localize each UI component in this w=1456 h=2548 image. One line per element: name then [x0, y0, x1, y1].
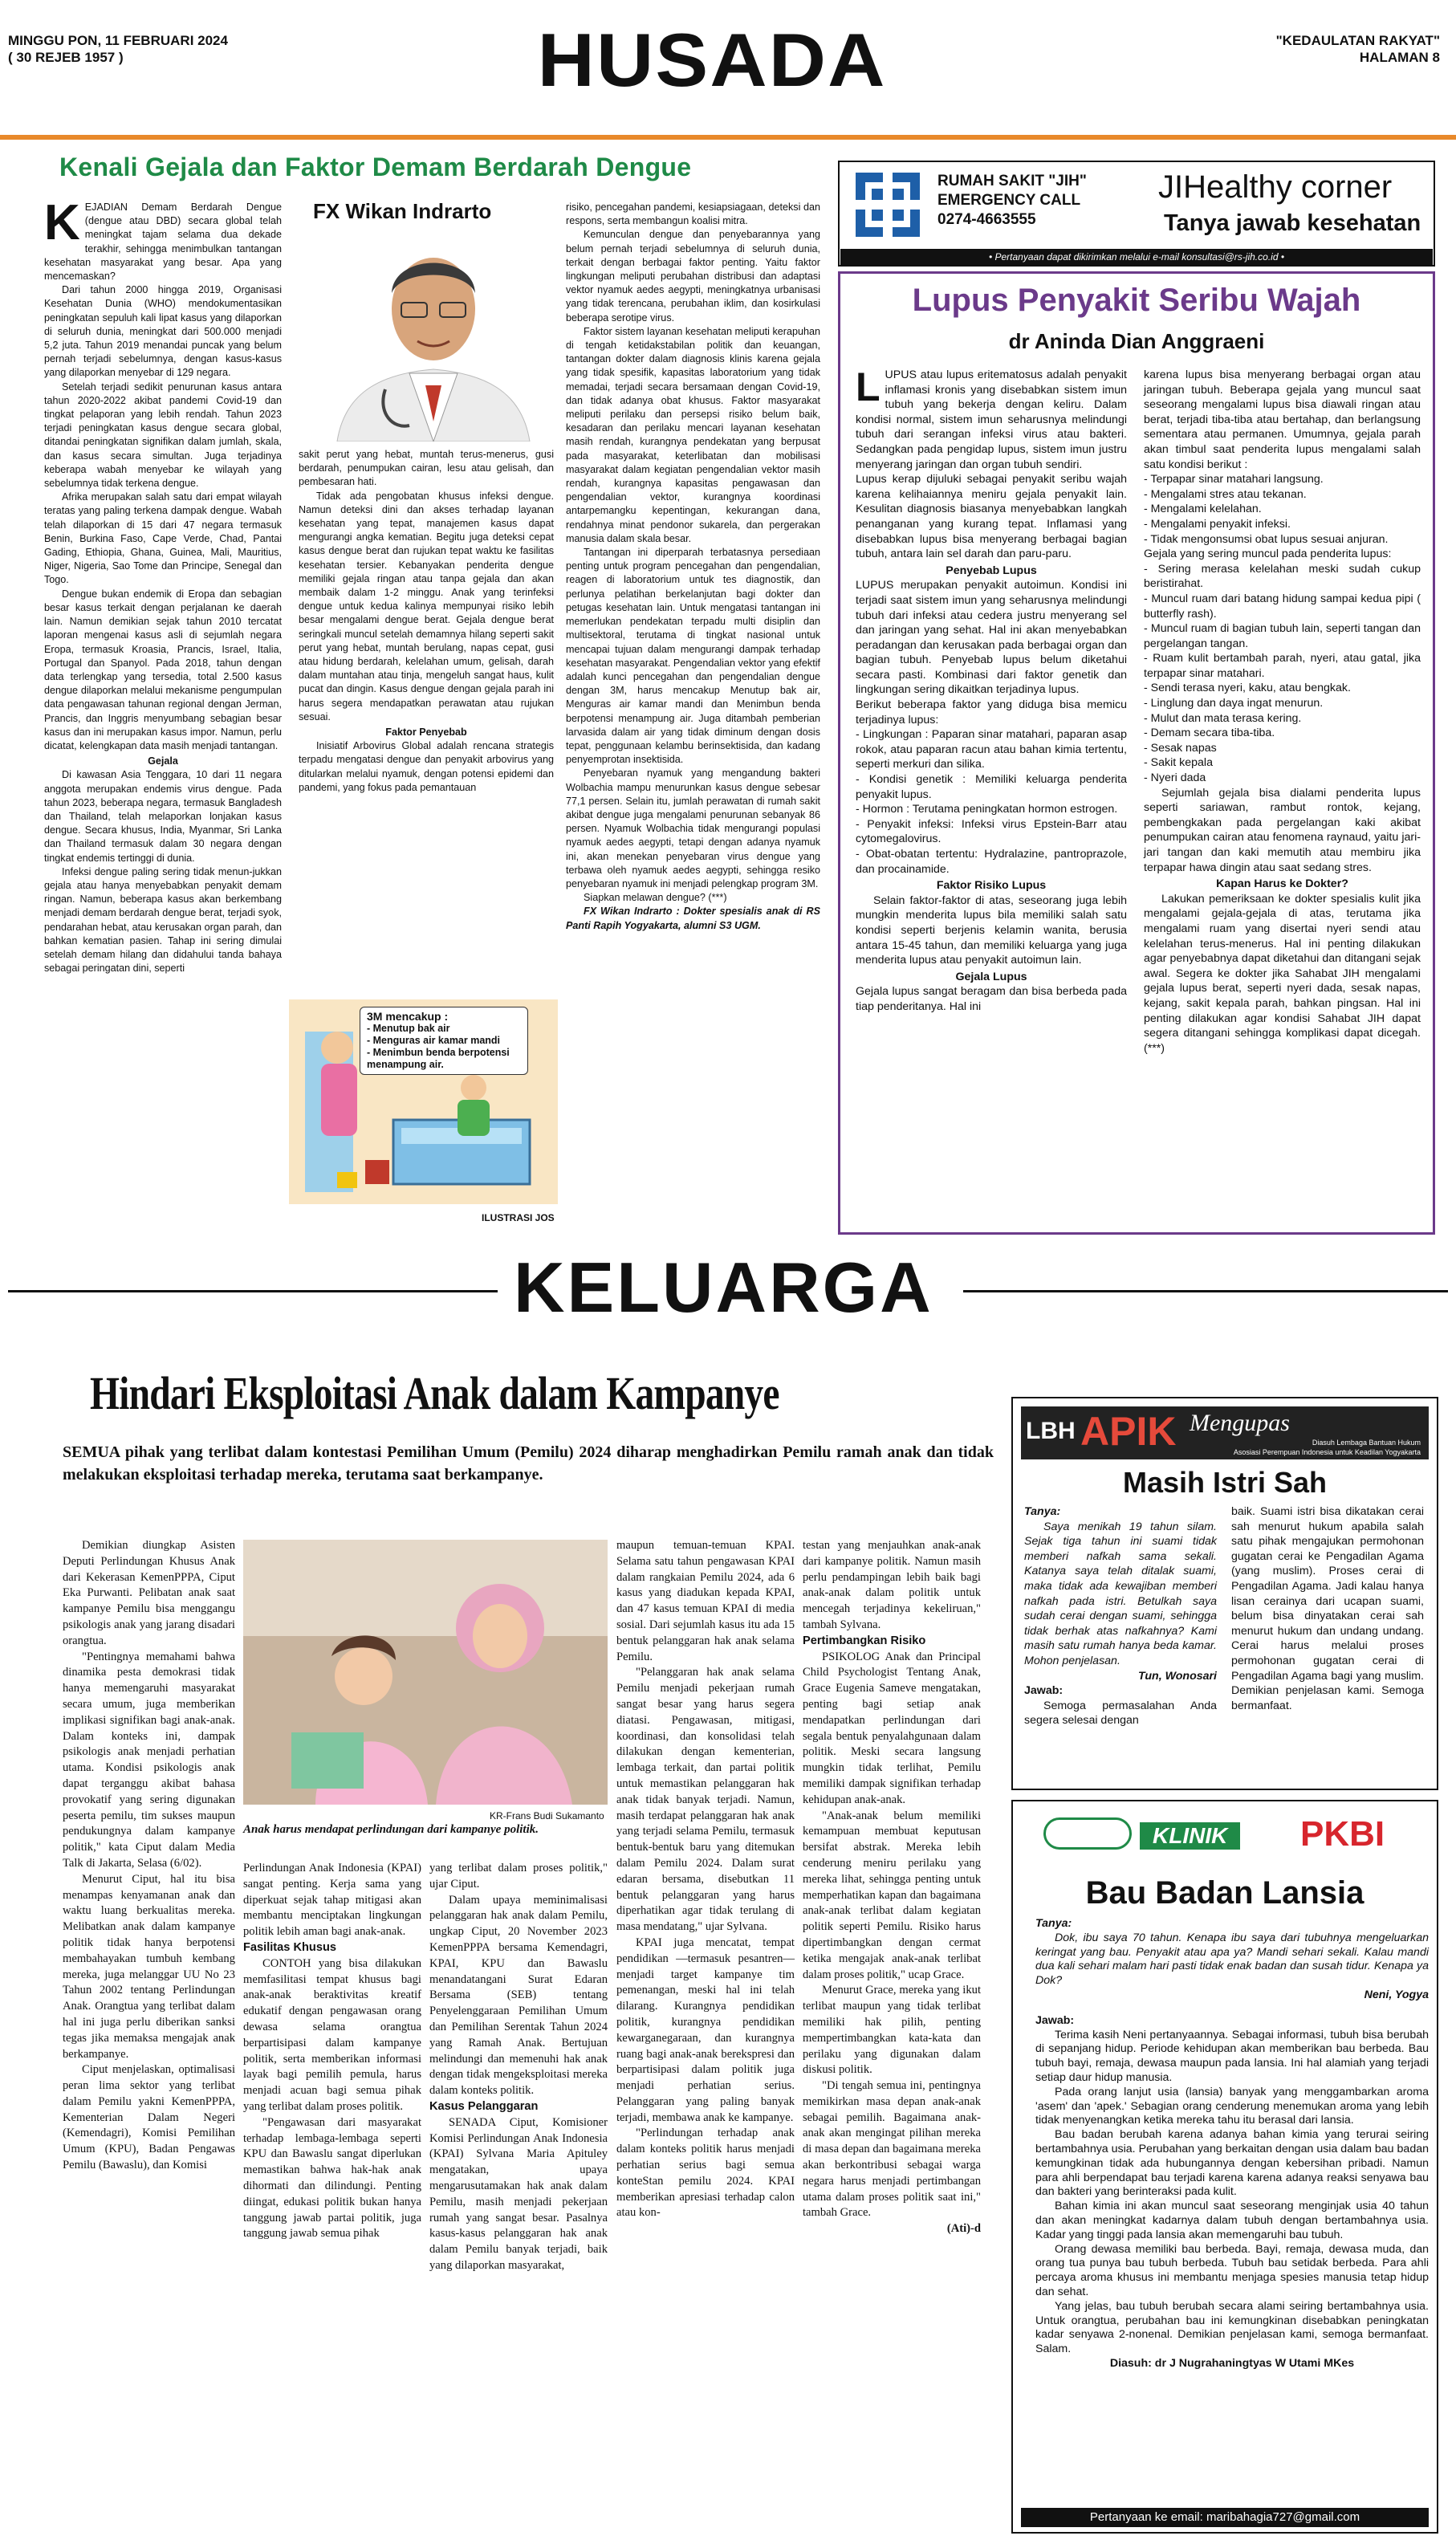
keluarga-paragraph: Menurut Grace, mereka yang ikut terlibat maupun yang tidak terlibat memiliki hak pilih, penting mempertimbangkan kata-kata dan perilaku yang digunakan dalam diskusi politik. — [803, 1984, 981, 2077]
lupus-list-item: - Mengalami penyakit infeksi. — [1144, 517, 1291, 531]
dengue-paragraph: sakit perut yang hebat, muntah terus-menerus, gusi berdarah, penumpukan cairan, lesu atau gelisah, dan pembesaran hati. — [299, 449, 554, 488]
apik-answer: baik. Suami istri bisa dikatakan cerai sah menurut hukum apabila salah satu pihak mengajukan permohonan gugatan cerai ke Pengadilan Agama (yang muslim). Proses cerai di Pengadilan Agama. Jadi kalau hanya lisan cerainya dari ucapan suami, belum bisa dinyatakan cerai sah menurut hukum dan undang undang. Cerai harus melalui proses permohonan gugatan cerai di Pengadilan Agama bagi yang muslim. Demikian penjelasan kami. Semoga bermanfaat. — [1231, 1505, 1424, 1712]
lupus-list-item: - Muncul ruam di bagian tubuh lain, seperti tangan dan pergelangan tangan. — [1144, 622, 1421, 650]
dengue-subheading: Gejala — [148, 755, 178, 767]
page-title: HUSADA — [537, 18, 887, 102]
keluarga-paragraph: "Perlindungan terhadap anak dalam konteks politik harus menjadi perhatian serius bagi semua konteStan pemilu 2024. KPAI memberikan apresiasi terhadap calon atau kon- — [616, 2127, 795, 2220]
keluarga-paragraph: "Pelanggaran hak anak selama Pemilu menjadi pekerjaan rumah sangat besar yang harus segera diatasi. Pengawasan, mitigasi, koordinasi, dan konsolidasi telah dilakukan dengan kementerian, lembaga terkait, dan partai politik untuk memastikan pelanggaran hak anak tidak banyak terjadi. Namun, masih terdapat pelanggaran hak anak yang terjadi selama Pemilu, termasuk bentuk-bentuk baru yang ditemukan dalam Pemilu 2024. Dalam surat edaran bersama, disebutkan 11 bentuk pelanggaran yang harus diperhatikan agar tidak terulang di masa mendatang," ujar Sylvana. — [616, 1666, 795, 1934]
keluarga-paragraph: Dalam upaya meminimalisasi pelanggaran hak anak dalam Pemilu, ungkap Ciput, 20 November 2023 KemenPPPA bersama Kemendagri, KPAI, KPU dan Bawaslu menandatangani Surat Edaran Bersama (SEB) tentang Penyelenggaraan Pemilihan Umum dan Pemilihan Serentak Tahun 2024 yang Ramah Anak. Bertujuan melindungi dan memenuhi hak anak dengan tidak mengeksploitasi mereka dalam konteks politik. — [429, 1893, 608, 2098]
keluarga-paragraph: Demikian diungkap Asisten Deputi Perlindungan Khusus Anak dari Kekerasan KemenPPPA, Ciput Eka Purwanti. Pelibatan anak saat kampanye Pemilu bisa menggangu psikologis anak yang jarang disadari orangtua. — [63, 1539, 235, 1647]
lupus-subheading: Faktor Risiko Lupus — [936, 879, 1047, 893]
dengue-author: FX Wikan Indrarto — [313, 199, 492, 223]
lupus-paragraph: karena lupus bisa menyerang berbagai organ atau jaringan tubuh. Beberapa gejala yang muncul saat seseorang mengalami lupus bisa diawali ringan atau berat, terjadi tiba-tiba atau bertahap, dan berlangsung sementara atau permanen. Umumnya, gejala parah akan timbul saat penderita lupus mengalami salah satu kondisi berikut : — [1144, 368, 1421, 471]
pkbi-answer: Bau badan berubah karena adanya bahan kimia yang terurai seiring bertambahnya usia. Perubahan yang berkaitan dengan usia dalam bau badan kemungkinan tidak ada hubungannya dengan kebersihan pribadi. Namun para ahli berpendapat bau terjadi karena karena adanya reaksi senyawa bau dan bakteri yang berinteraksi pada kulit. — [1035, 2128, 1429, 2199]
lupus-list-item: - Obat-obatan tertentu: Hydralazine, pantroprazole, dan procainamide. — [856, 848, 1127, 876]
header-newspaper: "KEDAULATAN RAKYAT" — [1275, 33, 1440, 48]
dengue-paragraph: Kemunculan dengue dan penyebarannya yang belum pernah terjadi sebelumnya di seluruh dunia, terkait dengan berbagai faktor penting. Yaitu faktor lingkungan meliputi perubahan distribusi dan adaptasi vektor nyamuk aedes aegypti, meningkatnya urbanisasi yang tidak terencana, perubahan iklim, dan kosirkulasi beberapa serotipe virus. — [566, 229, 820, 324]
pkbi-answer: Bahan kimia ini akan muncul saat seseorang menginjak usia 40 tahun dan akan meningkat kadarnya dalam tubuh dengan bertambahnya usia. Kadar yang tinggi pada lansia akan memengaruhi bau tubuh. — [1035, 2200, 1429, 2241]
lupus-list-item: - Mengalami stres atau tekanan. — [1144, 487, 1307, 501]
apik-brand: APIK — [1080, 1409, 1177, 1454]
header-date-line2: ( 30 REJEB 1957 ) — [8, 50, 124, 65]
lupus-author: dr Aninda Dian Anggraeni — [1008, 329, 1265, 353]
keluarga-column-5 — [803, 1538, 981, 2237]
jih-corner-subtitle: Tanya jawab kesehatan — [1164, 210, 1421, 236]
dengue-author-bio: FX Wikan Indrarto : Dokter spesialis anak di RS Panti Rapih Yogyakarta, alumni S3 UGM. — [566, 906, 820, 931]
dengue-paragraph: Di kawasan Asia Tenggara, 10 dari 11 negara anggota merupakan endemis virus dengue. Pada tahun 2023, beberapa negara, termasuk Bangladesh dan Thailand, telah melaporkan lonjakan kasus dengue. Secara khusus, India, Myanmar, Sri Lanka dan Thailand termasuk dalam 30 negara dengan tingkat endemis tertinggi di dunia. — [44, 769, 282, 864]
apik-title: Masih Istri Sah — [1122, 1466, 1328, 1499]
keluarga-paragraph: PSIKOLOG Anak dan Principal Child Psychologist Tentang Anak, Grace Eugenia Sameve mengatakan, penting bagi setiap anak mendapatkan perlindungan dari segala bentuk penyalahgunaan dalam politik. Meski secara langsung mungkin tidak terlihat, Pemilu memiliki dampak signifikan terhadap kehidupan anak-anak. — [803, 1650, 981, 1806]
apik-question-signature: Tun, Wonosari — [1137, 1669, 1217, 1683]
keluarga-photo — [243, 1540, 608, 1805]
jih-corner-title: JIHealthy corner — [1158, 169, 1393, 205]
apik-lbh: LBH — [1026, 1418, 1076, 1444]
apik-answer: Semoga permasalahan Anda segera selesai dengan — [1024, 1699, 1217, 1728]
dengue-paragraph: Tidak ada pengobatan khusus infeksi dengue. Namun deteksi dini dan akses terhadap layanan kesehatan yang tepat, manajemen kasus dapat mengurangi angka kematian. Begitu juga deteksi cepat kasus dengue berat dan rujukan tepat waktu ke fasilitas kesehatan tersier. Kebanyakan penderita dengue memiliki gejala ringan atau tanpa gejala dan akan membaik dalam 1-2 minggu. Anak yang terinfeksi dengue untuk kedua kalinya mempunyai risiko lebih besar mengalami dengue berat. Gejala dengue berat seringkali muncul setelah demamnya hilang seperti sakit perut yang hebat, muntah berulang, napas cepat, gusi atau hidung berdarah, kelelahan umum, gelisah, darah dalam muntahan atau tinja, mengeluh sangat haus, kulit pucat dan dingin. Kasus dengue dengan gejala parah ini harus segera mendapatkan perawatan atau rujukan sesuai. — [299, 490, 554, 722]
lupus-column-2 — [1144, 368, 1421, 1056]
lupus-dropcap: L — [856, 364, 881, 409]
header-page-number: HALAMAN 8 — [1359, 50, 1440, 65]
illustration-credit: ILUSTRASI JOS — [482, 1212, 555, 1223]
dengue-paragraph: Inisiatif Arbovirus Global adalah rencana strategis terpadu mengatasi dengue dan penyakit arbovirus yang ditularkan melalui nyamuk, dengan potensi epidemi dan pandemi, yang fokus pada pemantauan — [299, 740, 554, 793]
lupus-paragraph: Lakukan pemeriksaan ke dokter spesialis kulit jika mengalami gejala-gejala di atas, terutama jika mengalami ruam yang disertai nyeri sendi atau kelelahan terus-menerus. Hal ini penting dilakukan agar penyebabnya dapat diketahui dan ditangani sejak awal. Segera ke dokter jika Sahabat JIH mengalami gejala lupus berat, seperti nyeri dada, sesak napas, kejang, sakit kepala parah, bahkan pingsan. Hal ini penting dilakukan agar kondisi Sahabat JIH dapat segera ditangani sehingga komplikasi dapat dicegah.(***) — [1144, 892, 1421, 1055]
keluarga-paragraph: testan yang menjauhkan anak-anak dari kampanye politik. Namun masih perlu pendampingan lebih baik bagi anak-anak dalam politik untuk mencegah terjadinya kekeliruan," tambah Sylvana. — [803, 1539, 981, 1631]
keluarga-paragraph: "Anak-anak belum memiliki kemampuan membuat keputusan bersifat abstrak. Mereka lebih cenderung meniru perilaku yang mereka lihat, sehingga penting untuk memperhatikan kapan dan bagaimana anak-anak terlibat dalam kegiatan politik seperti Pemilu. Risiko harus dipertimbangkan dengan cermat ketika mengajak anak-anak terlibat dalam proses politik," ucap Grace. — [803, 1809, 981, 1981]
apik-answer-heading: Jawab: — [1024, 1684, 1064, 1698]
lead-first-word: SEMUA — [63, 1443, 120, 1461]
header-right — [1276, 32, 1440, 66]
lupus-list-item: - Sesak napas — [1144, 741, 1217, 755]
dengue-paragraph: Infeksi dengue paling sering tidak menun-jukkan gejala atau hanya menyebabkan penyakit demam ringan. Namun, beberapa kasus akan berkembang menjadi demam berdarah dengue berat, terjadi syok, pendarahan hebat, atau kerusakan organ parah, dan bahkan kematian pasien. Tahap ini sering dimulai setelah demam hilang dan didahului tanda bahaya sebagai peringatan dini, seperti — [44, 865, 282, 975]
photo-caption: Anak harus mendapat perlindungan dari kampanye politik. — [243, 1823, 539, 1836]
keluarga-column-2 — [243, 1861, 421, 2242]
pkbi-question-signature: Neni, Yogya — [1364, 1988, 1429, 2001]
jih-email-note: • Pertanyaan dapat dikirimkan melalui e-mail konsultasi@rs-jih.co.id • — [840, 249, 1433, 265]
lupus-paragraph: Berikut beberapa faktor yang diduga bisa memicu terjadinya lupus: — [856, 698, 1127, 727]
apik-tagline-1: Diasuh Lembaga Bantuan Hukum — [1312, 1439, 1421, 1447]
jih-phone: 0274-4663555 — [937, 211, 1036, 228]
bubble-item: - Menguras air kamar mandi — [367, 1035, 501, 1046]
apik-column-1 — [1024, 1504, 1217, 1728]
keluarga-subheading: Fasilitas Khusus — [243, 1940, 336, 1954]
keluarga-paragraph: SENADA Ciput, Komisioner Komisi Perlindungan Anak Indonesia (KPAI) Sylvana Maria Apituley mengatakan, upaya mengarusutamakan hak anak dalam Pemilu, masih menjadi pekerjaan rumah yang sangat besar. Pasalnya kasus-kasus pelanggaran hak anak dalam Pemilu banyak terjadi, baik yang dilaporkan masyarakat, — [429, 2115, 608, 2272]
section-title: KELUARGA — [514, 1248, 933, 1327]
keluarga-rule-right — [963, 1290, 1448, 1292]
keluarga-paragraph: Ciput menjelaskan, optimalisasi peran lima sektor yang terlibat dalam Pemilu yakni KemenPPPA, Kementerian Dalam Negeri (Kemendagri), Komisi Pemilihan Umum (KPU), Badan Pengawas Pemilu (Bawaslu), dan Komisi — [63, 2063, 235, 2172]
keluarga-paragraph: CONTOH yang bisa dilakukan memfasilitasi tempat khusus bagi anak-anak beraktivitas kreatif edukatif dengan pengawasan orang dewasa selama orangtua berpartisipasi dalam kampanye politik, serta memberikan informasi layak bagi pemilih pemula, harus menjadi acuan bagi semua pihak yang terlibat dalam proses politik. — [243, 1956, 421, 2113]
dengue-subheading: Faktor Penyebab — [385, 727, 467, 739]
pkbi-banner — [1043, 1811, 1413, 1856]
keluarga-subheading: Pertimbangkan Risiko — [803, 1634, 926, 1647]
keluarga-paragraph: "Di tengah semua ini, pentingnya memikirkan masa depan anak-anak sebagai pemilih. Bagaimana anak-anak akan mengingat pilihan mereka di masa depan dan bagaimana mereka akan berkontribusi sebagai warga negara harus menjadi pertimbangan utama dalam proses politik saat ini," tambah Grace. — [803, 2079, 981, 2220]
keluarga-paragraph: KPAI juga mencatat, tempat pendidikan —termasuk pesantren— menjadi target kampanye tim pemenangan, meski hal ini telah dilarang. Kurangnya pendidikan politik, kurangnya pendidikan kewarganegaraan, dan kurangnya ruang bagi anak-anak berekspresi dan berpartisipasi dalam politik juga menjadi perhatian serius. Pelanggaran yang paling banyak terjadi, membawa anak ke kampanye. — [616, 1935, 795, 2124]
pkbi-column — [1035, 1917, 1429, 2371]
apik-banner — [1021, 1406, 1429, 1459]
pkbi-answer-heading: Jawab: — [1035, 2013, 1075, 2027]
pkbi-title: Bau Badan Lansia — [1085, 1875, 1364, 1911]
lead-text: pihak yang terlibat dalam kontestasi Pemilihan Umum (Pemilu) 2024 diharap menghadirkan Pemilu ramah anak dan tidak melakukan eksploitasi terhadap mereka, terutama saat berkampanye. — [63, 1443, 994, 1484]
author-photo — [313, 229, 554, 442]
keluarga-paragraph: yang terlibat dalam proses politik," ujar Ciput. — [429, 1862, 608, 1891]
lupus-intro: UPUS atau lupus eritematosus adalah penyakit inflamasi kronis yang disebabkan sistem imun tubuh yang bekerja dengan keliru. Dalam kondisi normal, sistem imun seharusnya melindungi tubuh dari serangan infeksi virus atau bakteri. Sedangkan pada pengidap lupus, sistem imun justru menyerang jaringan dan organ tubuh sendiri. — [856, 368, 1127, 471]
jih-text — [937, 172, 1087, 230]
dengue-column-1 — [44, 195, 282, 975]
dengue-headline: Kenali Gejala dan Faktor Demam Berdarah Dengue — [59, 153, 692, 181]
keluarga-paragraph: maupun temuan-temuan KPAI. Selama satu tahun pengawasan KPAI dalam rangkaian Pemilu 2024, ada 6 kasus yang diadukan kepada KPAI, dan 47 kasus temuan KPAI di media sosial. Dari sejumlah kasus itu ada 15 bentuk pelanggaran hak anak selama Pemilu. — [616, 1539, 795, 1663]
dengue-paragraph: Siapkan melawan dengue? (***) — [584, 892, 727, 904]
apik-column-2 — [1231, 1504, 1424, 1713]
lupus-list-item: - Ruam kulit bertambah parah, nyeri, atau gatal, jika terpapar sinar matahari. — [1144, 652, 1421, 680]
apik-question: Saya menikah 19 tahun silam. Sejak tiga tahun ini suami tidak memberi nafkah sama sekali. Katanya saya telah ditalak suami, maka tidak ada kewajiban memberi nafkah pada istri. Betulkah saya sudah cerai dengan suami, sehingga tidak berhak atas nafkahnya? Kami masih satu rumah hanya beda kamar. Mohon penjelasan. — [1024, 1520, 1217, 1667]
lupus-subheading: Penyebab Lupus — [946, 564, 1037, 577]
lupus-list-item: - Lingkungan : Paparan sinar matahari, paparan asap rokok, atau paparan racun atau bahan kimia tertentu, seperti merkuri dan silika. — [856, 728, 1127, 771]
lupus-list-item: - Demam secara tiba-tiba. — [1144, 727, 1275, 740]
lupus-list-item: - Linglung dan daya ingat menurun. — [1144, 697, 1324, 710]
lupus-paragraph: Sejumlah gejala bisa dialami penderita lupus seperti sariawan, rambut rontok, kejang, pembengkakan pada pergelangan kaki akibat penumpukan cairan atau fenomena raynaud, yaitu jari-jari tangan dan kaki memutih atau membiru jika terpapar hawa dingin atau saat sedang stres. — [1144, 786, 1421, 874]
dengue-paragraph: risiko, pencegahan pandemi, kesiapsiagaan, deteksi dan respons, serta membangun koalisi mitra. — [566, 201, 820, 227]
jih-emergency: EMERGENCY CALL — [937, 192, 1081, 209]
dengue-column-2 — [299, 448, 554, 795]
jih-logo — [848, 169, 928, 241]
lupus-title: Lupus Penyakit Seribu Wajah — [912, 283, 1361, 318]
keluarga-rule-left — [8, 1290, 498, 1292]
lupus-list-item: - Sakit kepala — [1144, 756, 1213, 770]
pkbi-answer: Terima kasih Neni pertanyaannya. Sebagai informasi, tubuh bisa berubah di sepanjang hidup. Periode kehidupan akan memberikan bau berbeda. Bau tubuh bayi, remaja, dewasa maupun pada lansia. Ini hal alamiah yang terjadi setiap daur hidup manusia. — [1035, 2028, 1429, 2084]
dengue-paragraph: Dengue bukan endemik di Eropa dan sebagian besar kasus terkait dengan perjalanan ke daerah lain. Namun demikian sejak tahun 2010 tercatat laporan mengenai kasus asli di sejumlah negara Eropa, termasuk Kroasia, Prancis, Israel, Italia, Portugal dan Spanyol. Pada 2018, tahun dengan data terlengkap yang tersedia, total 2.500 kasus dengue dilaporkan melalui mekanisme pengumpulan data pengawasan tahunan regional dengan Jerman, Prancis, dan Inggris menyumbang sebagian besar kasus dan ini merupakan kasus impor. Namun, perlu dicatat, kelengkapan data masih menjadi tantangan. — [44, 588, 282, 751]
apik-tagline-2: Asosiasi Perempuan Indonesia untuk Keadilan Yogyakarta — [1233, 1448, 1421, 1456]
lupus-column-1 — [856, 364, 1127, 1015]
keluarga-lead — [63, 1441, 994, 1486]
keluarga-column-4 — [616, 1538, 795, 2221]
pkbi-question-heading: Tanya: — [1035, 1917, 1072, 1930]
dengue-paragraph: Setelah terjadi sedikit penurunan kasus antara tahun 2020-2022 akibat pandemi Covid-19 dan tingkat pelaporan yang lebih rendah. Tahun 2023 terjadi peningkatan kasus dengue secara global, ditandai peningkatan signifikan dalam jumlah, skala, dan kasus secara simultan. Juga terjadinya keberapa wabah menyebar ke wilayah yang sebelumnya tidak terkena dengue. — [44, 381, 282, 490]
lupus-subheading: Kapan Harus ke Dokter? — [1216, 877, 1348, 891]
keluarga-column-1 — [63, 1538, 235, 2174]
lupus-subheading: Gejala Lupus — [955, 970, 1027, 983]
pkbi-answer: Orang dewasa memiliki bau berbeda. Bayi, remaja, dewasa muda, dan orang tua punya bau tubuh berbeda. Tubuh bau setidak berbeda. Para ahli percaya aroma khusus ini membantu menjaga spesies manusia tetap hidup dan sehat. — [1035, 2242, 1429, 2298]
lupus-list-item: - Sendi terasa nyeri, kaku, atau bengkak. — [1144, 682, 1351, 695]
keluarga-signature: (Ati)-d — [946, 2222, 981, 2236]
dengue-paragraph: Penyebaran nyamuk yang mengandung bakteri Wolbachia mampu menurunkan kasus dengue sebesar 77,1 persen. Selain itu, jumlah perawatan di rumah sakit akibat dengue juga mengalami penurunan sebanyak 86 persen. Nyamuk Wolbachia tidak mengurangi populasi nyamuk aedes aegypti, tetapi dengan adanya nyamuk ini, akan menekan penyebaran virus dengue yang terbawa oleh nyamuk aedes aegypti, sehingga resiko penyebaran nyamuk ini menjadi pelengkap program 3M. — [566, 767, 820, 889]
lupus-paragraph: LUPUS merupakan penyakit autoimun. Kondisi ini terjadi saat sistem imun yang seharusnya melindungi tubuh dari infeksi atau cedera justru menyerang sel dan jaringan yang sehat. Hal ini akan menyebabkan peradangan dan kerusakan pada berbagai organ dan bagian tubuh. Penyebab lupus belum diketahui secara pasti. Kombinasi dari faktor genetik dan lingkungan sering dikaitkan terjadinya lupus. — [856, 579, 1127, 697]
dengue-intro: EJADIAN Demam Berdarah Dengue (dengue atau DBD) secara global telah meningkat tajam selama dua dekade terakhir, sehingga menimbulkan tantangan kesehatan masyarakat yang besar. Apa yang mencemaskan? — [44, 201, 282, 283]
dengue-paragraph: Afrika merupakan salah satu dari empat wilayah teratas yang paling terkena dampak dengue. Wabah telah dilaporkan di 15 dari 47 negara termasuk Benin, Burkina Faso, Cape Verde, Chad, Pantai Gading, Ethiopia, Ghana, Guinea, Mali, Mauritius, Niger, Nigeria, Sao Tome dan Principe, Senegal dan Togo. — [44, 491, 282, 586]
pkbi-email: Pertanyaan ke email: maribahagia727@gmail.com — [1021, 2508, 1429, 2527]
lupus-list-item: - Tidak mengonsumsi obat lupus sesuai anjuran. — [1144, 532, 1389, 546]
keluarga-paragraph: "Pentingnya memahami bahwa dinamika pesta demokrasi tidak hanya memengaruhi masyarakat secara umum, juga memberikan implikasi signifikan bagi anak-anak. Dalam konteks ini, dampak psikologis anak menjadi perhatian utama. Kondisi psikologis anak dapat terganggu akibat bahasa provokatif yang sering digunakan peserta pemilu, tim sukses maupun pendukungnya dalam kampanye politik," kata Ciput dalam Media Talk di Jakarta, Selasa (6/02). — [63, 1650, 235, 1870]
lupus-list-item: - Hormon : Terutama peningkatan hormon estrogen. — [856, 803, 1118, 816]
pkbi-answer: Yang jelas, bau tubuh berubah secara alami seiring bertambahnya usia. Untuk orangtua, perubahan bau ini kemungkinan disebabkan peningkatan kadar senyawa 2-nonenal. Demikian penjelasan kami, semoga bermanfaat. Salam. — [1035, 2299, 1429, 2356]
pkbi-answer: Pada orang lanjut usia (lansia) banyak yang menggambarkan aroma 'asem' dan 'apek.' Sebagian orang cenderung menemukan aroma yang lebih tidak menyenangkan ketika mereka tahu itu berasal dari lansia. — [1035, 2085, 1429, 2127]
apik-question-heading: Tanya: — [1024, 1505, 1061, 1518]
dengue-column-3 — [566, 201, 820, 933]
lupus-list-item: - Kondisi genetik : Memiliki keluarga penderita penyakit lupus. — [856, 773, 1127, 801]
lupus-paragraph: Selain faktor-faktor di atas, seseorang juga lebih mungkin menderita lupus bila memiliki salah satu kondisi seperti berjenis kelamin wanita, berusia antara 15-45 tahun, dan memiliki keluarga yang juga menderita lupus atau penyakit autoimun lain. — [856, 893, 1127, 967]
keluarga-headline: Hindari Eksploitasi Anak dalam Kampanye — [90, 1367, 779, 1419]
keluarga-subheading: Kasus Pelanggaran — [429, 2099, 539, 2113]
keluarga-paragraph: Menurut Ciput, hal itu bisa menampas kenyamanan anak dan waktu luang berkualitas mereka. Melibatkan anak dalam kampanye politik tidak hanya berpotensi membahayakan tumbuh kembang mereka, juga melanggar UU No 23 Tahun 2002 tentang Perlindungan Anak. Orangtua yang terlibat dalam hal ini juga perlu diberikan sanksi tegas jika memaksa mengajak anak berkampanye. — [63, 1872, 235, 2061]
keluarga-column-3 — [429, 1861, 608, 2274]
bubble-item: - Menimbun benda berpotensi menampung air. — [367, 1047, 510, 1070]
lupus-list-item: - Muncul ruam dari batang hidung sampai kedua pipi ( butterfly rash). — [1144, 592, 1421, 621]
pkbi-signature: Diasuh: dr J Nugrahaningtyas W Utami MKes — [1109, 2356, 1355, 2370]
lupus-paragraph: Gejala yang sering muncul pada penderita lupus: — [1144, 547, 1392, 561]
bubble-title: 3M mencakup : — [367, 1010, 449, 1023]
photo-credit: KR-Frans Budi Sukamanto — [490, 1810, 604, 1821]
keluarga-paragraph: "Pengawasan dari masyarakat terhadap lembaga-lembaga seperti KPU dan Bawaslu sangat diperlukan memastikan bahwa hak-hak anak dihormati dan dilindungi. Penting diingat, edukasi politik bukan hanya tanggung jawab partai politik, juga tanggung jawab semua pihak — [243, 2115, 421, 2241]
pkbi-name: PKBI — [1300, 1814, 1385, 1854]
header-date-line1: MINGGU PON, 11 FEBRUARI 2024 — [8, 33, 228, 48]
dengue-paragraph: Faktor sistem layanan kesehatan meliputi kerapuhan di tengah ketidakstabilan politik dan keuangan, tantangan dokter dalam diagnosis klinis karena gejala yang tidak spesifik, kapasitas laboratorium yang tidak memadai, terjadi secara bersamaan dengan Covid-19, dan tidak adanya obat khusus. Faktor masyarakat meliputi perilaku dan persepsi risiko belum baik, kesadaran dan perilaku mencari layanan kesehatan masih rendah, kurangnya pendekatan yang berpusat pada masyarakat, keterlibatan dan mobilisasi masyarakat dalam kegiatan pengendalian vektor masih rendah, kurangnya kapasitas pengawasan dan pengendalian vektor, kurangnya koordinasi antarpemangku kepentingan, kekurangan dana, rendahnya minat pendonor sukarela, dan pergerakan manusia dalam skala besar. — [566, 325, 820, 544]
lupus-paragraph: Lupus kerap dijuluki sebagai penyakit seribu wajah karena kelihaiannya meniru gejala penyakit lain. Kesulitan diagnosis biasanya menyebabkan langkah penanganan yang kurang tepat. Inflamasi yang disebabkan lupus bisa menyerang berbagai bagian tubuh, antara lain sel darah dan paru-paru. — [856, 473, 1127, 561]
bubble-box — [360, 1007, 528, 1075]
lupus-list-item: - Mulut dan mata terasa kering. — [1144, 711, 1302, 725]
apik-mengupas: Mengupas — [1190, 1410, 1290, 1436]
lupus-list-item: - Terpapar sinar matahari langsung. — [1144, 473, 1324, 486]
lupus-list-item: - Sering merasa kelelahan meski sudah cukup beristirahat. — [1144, 562, 1421, 591]
header-rule — [0, 135, 1456, 140]
header-date — [8, 32, 228, 66]
keluarga-paragraph: Perlindungan Anak Indonesia (KPAI) sangat penting. Kerja sama yang diperkuat sejak tahap mitigasi akan membantu menciptakan lingkungan politik lebih aman bagi anak-anak. — [243, 1862, 421, 1939]
lupus-list-item: - Nyeri dada — [1144, 771, 1206, 785]
pkbi-question: Dok, ibu saya 70 tahun. Kenapa ibu saya dari tubuhnya mengeluarkan keringat yang bau. Penyakit atau apa ya? Mandi sehari sekali. Kalau mandi dua kali sehari malam hari pasti tidak enak badan dan susah tidur. Kenapa ya Dok? — [1035, 1931, 1429, 1988]
dengue-paragraph: Dari tahun 2000 hingga 2019, Organisasi Kesehatan Dunia (WHO) mendokumentasikan peningkatan sepuluh kali lipat kasus yang dilaporkan di seluruh dunia, meningkat dari 500.000 menjadi 5,2 juta. Tahun 2019 menandai puncak yang belum pernah terjadi sebelumnya, dengan kasus-kasus yang dilaporkan menyebar di 129 negara. — [44, 284, 282, 379]
lupus-paragraph: Gejala lupus sangat beragam dan bisa berbeda pada tiap penderitanya. Hal ini — [856, 985, 1127, 1013]
pkbi-klinik: KLINIK — [1140, 1822, 1240, 1850]
lupus-list-item: - Penyakit infeksi: Infeksi virus Epstein-Barr atau cytomegalovirus. — [856, 817, 1127, 846]
lupus-list-item: - Mengalami kelelahan. — [1144, 503, 1262, 516]
dengue-dropcap: K — [44, 195, 80, 250]
bubble-item: - Menutup bak air — [367, 1023, 450, 1034]
pkbi-logo-icon — [1043, 1817, 1132, 1850]
dengue-paragraph: Tantangan ini diperparah terbatasnya persediaan penting untuk program pencegahan dan pengendalian, reagen di laboratorium untuk tes diagnostik, dan perlunya pelatihan berkelanjutan bagi dokter dan petugas kesehatan lain. Untuk mengatasi tantangan ini memerlukan pendekatan terpadu multi disiplin dan multisektoral, terutama di tingkat nasional untuk mencapai tujuan dalam mengurangi dampak terhadap kesehatan masyarakat. Pengendalian vektor yang efektif adalah kunci pencegahan dan pengendalian dengue dengan 3M, harus mencakup Menutup bak air, Menguras air kamar mandi dan Menimbun benda berpotensi menampung air. Juga ditambah pemberian larvasida dalam air yang tidak diminum dengan dosis tepat, penggunaan kelambu berinsektisida, dan kadang penyemprotan insektisida. — [566, 547, 820, 766]
jih-hospital: RUMAH SAKIT "JIH" — [937, 173, 1087, 189]
